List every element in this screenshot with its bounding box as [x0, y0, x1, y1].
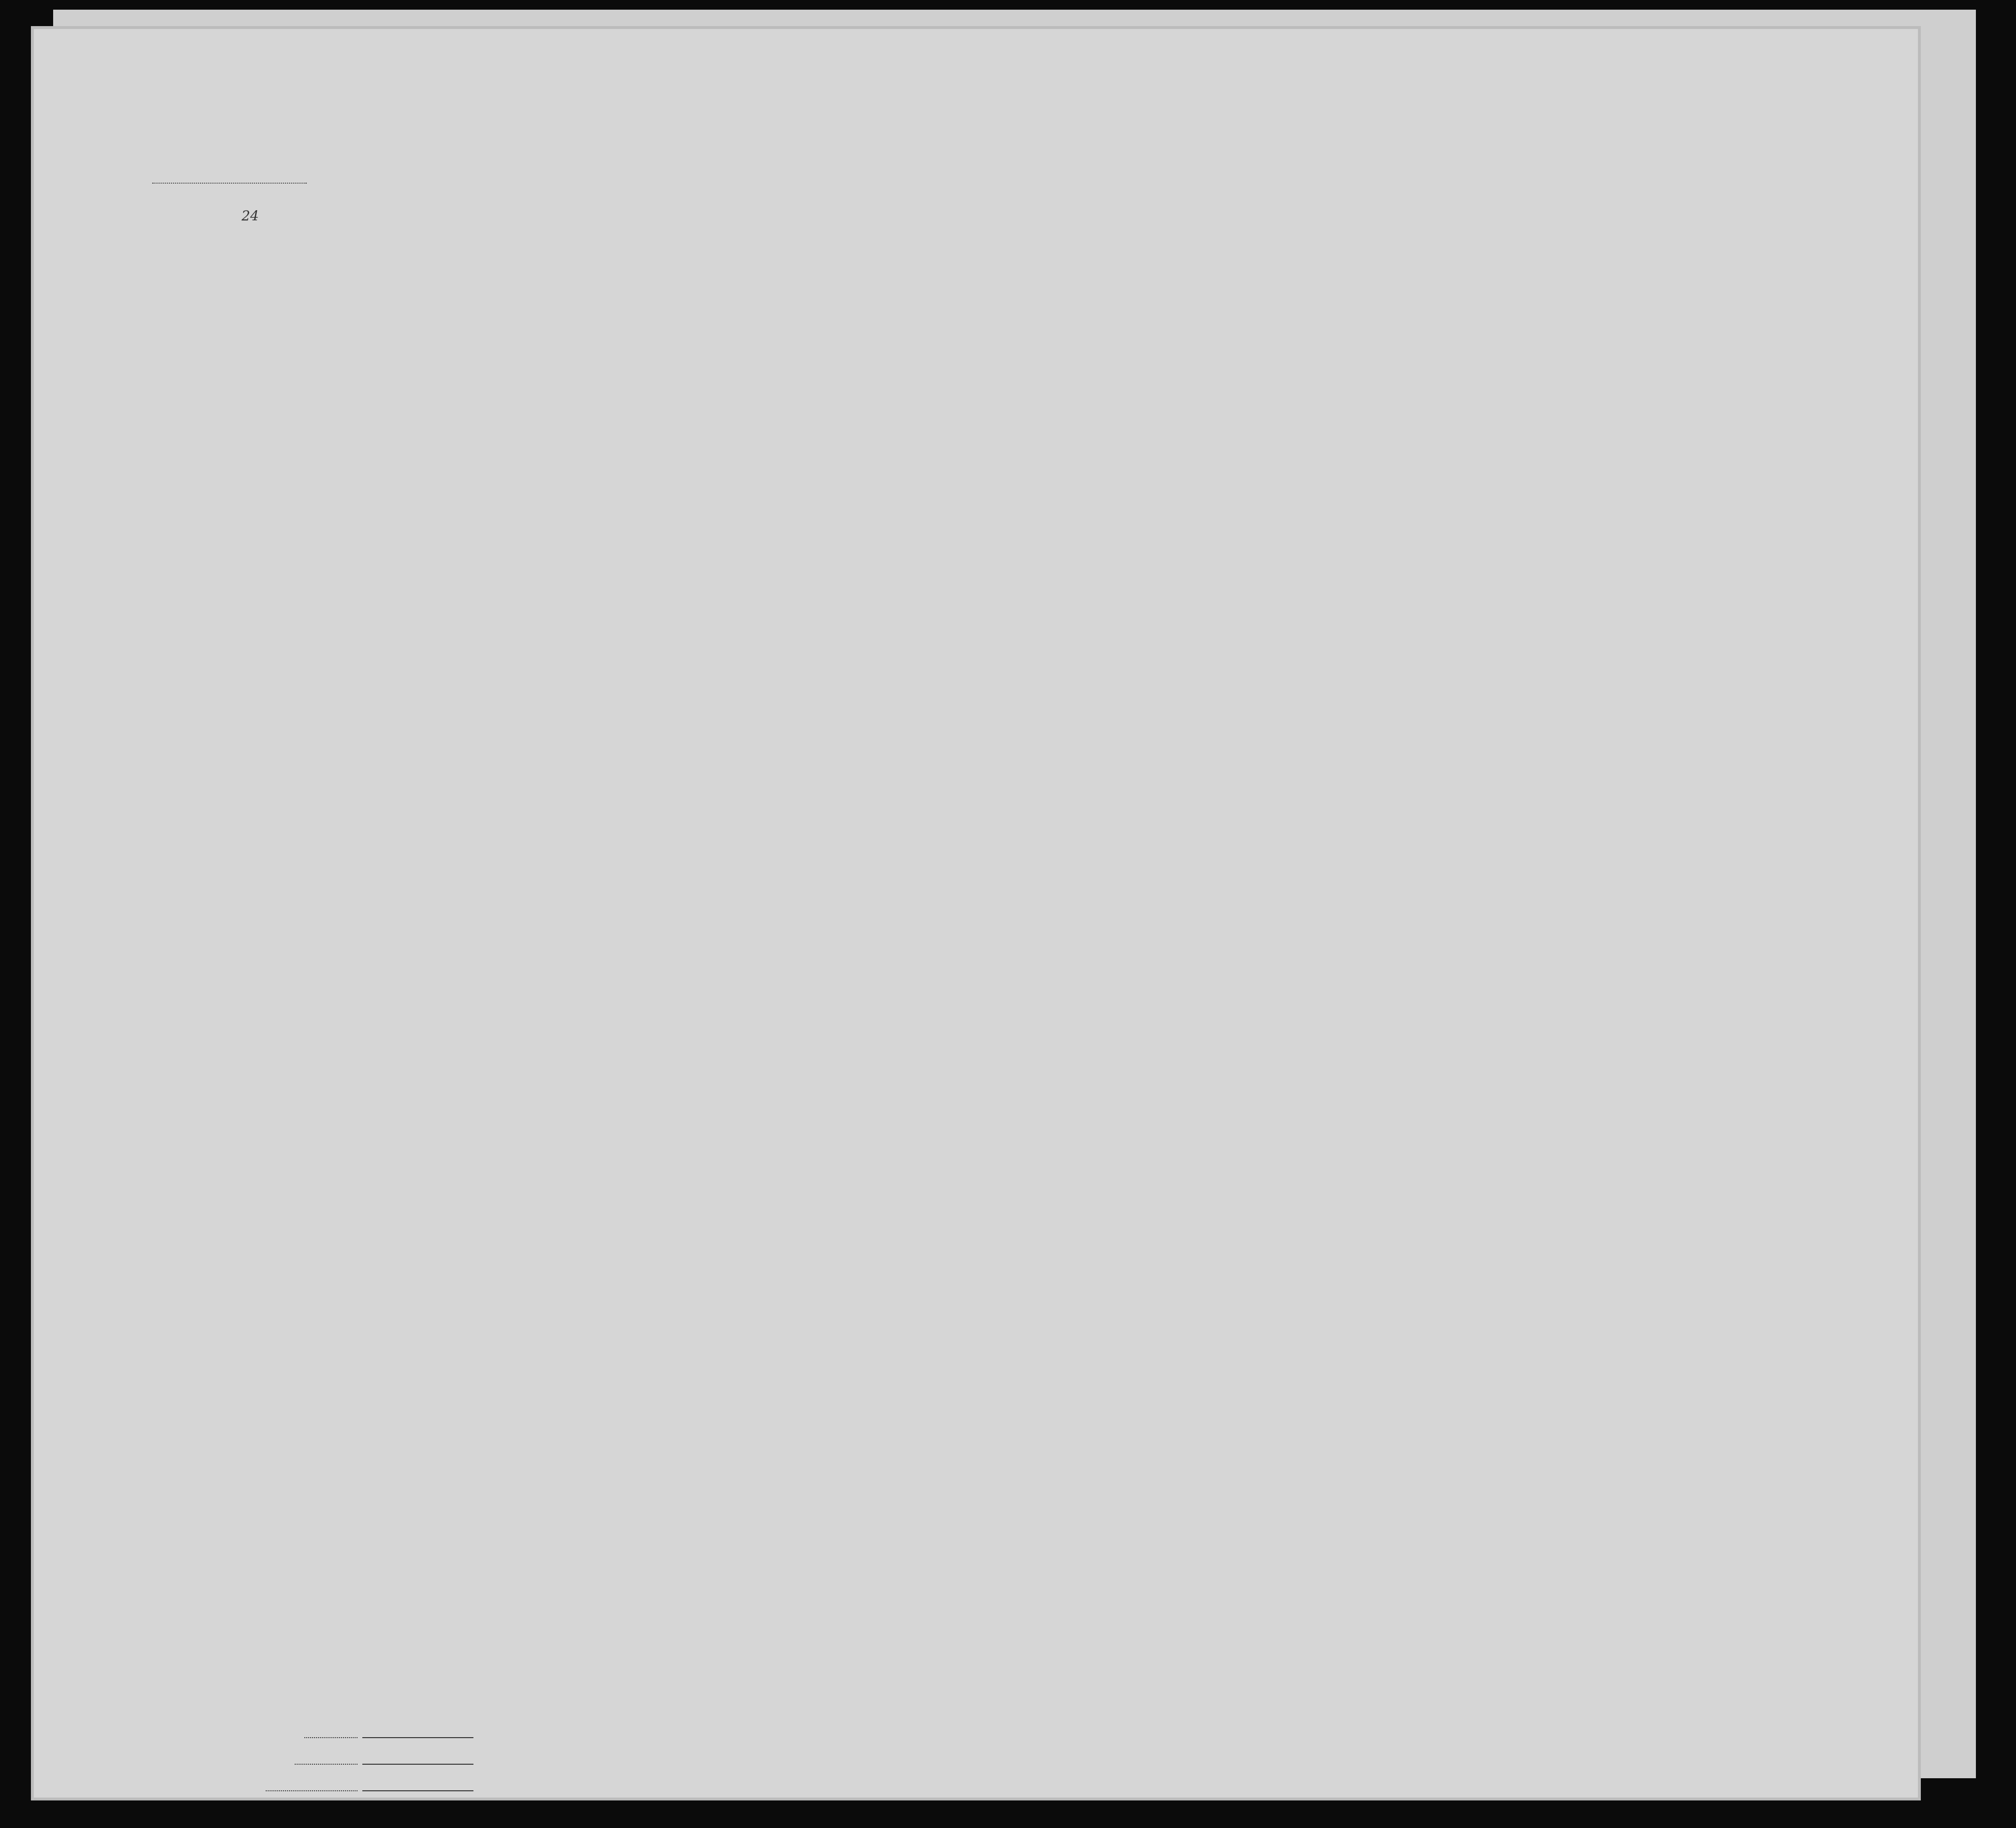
manifest-grid — [34, 29, 1918, 1798]
aliens-line — [362, 1790, 473, 1791]
us-dots — [295, 1764, 357, 1765]
total-dots — [304, 1737, 357, 1738]
pencil-mark: 24 — [242, 208, 259, 224]
us-line — [362, 1764, 473, 1765]
aliens-dots — [266, 1790, 357, 1791]
manifest-sheet — [34, 29, 1918, 1798]
total-line — [362, 1737, 473, 1738]
